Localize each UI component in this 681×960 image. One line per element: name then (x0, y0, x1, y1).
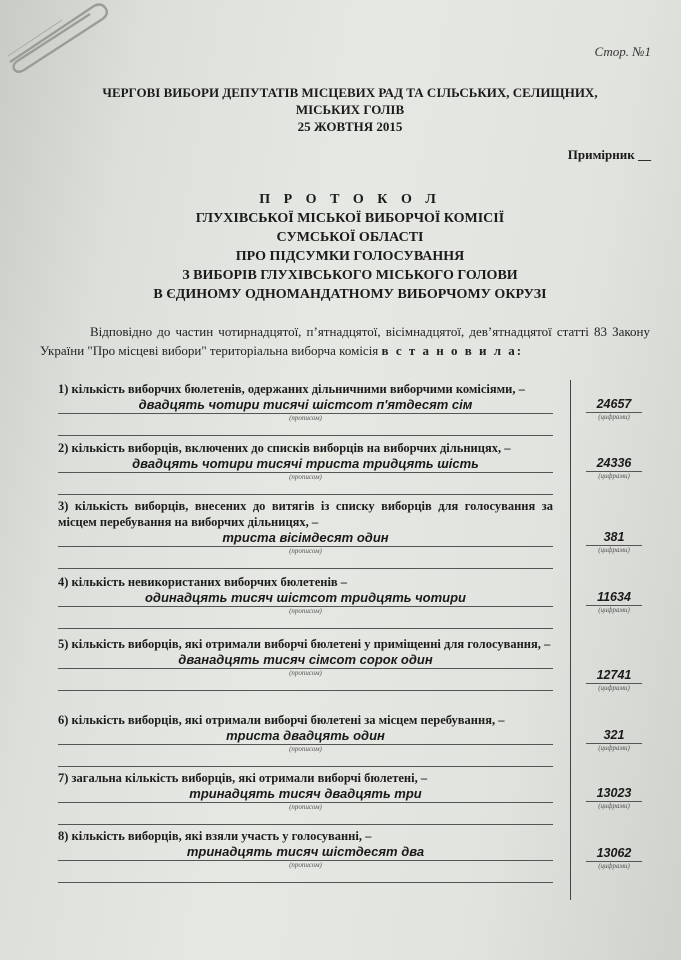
caption-words: (прописом) (289, 414, 322, 422)
caption-digits: (цифрами) (598, 684, 630, 692)
blank-line (58, 678, 553, 691)
caption-words: (прописом) (289, 745, 322, 753)
item-value: 321 (586, 728, 642, 744)
protocol-item (58, 770, 553, 825)
header-line: ЧЕРГОВІ ВИБОРИ ДЕПУТАТІВ МІСЦЕВИХ РАД ТА СІЛЬСЬКИХ, СЕЛИЩНИХ, (102, 85, 598, 100)
title-line: ПРО ПІДСУМКИ ГОЛОСУВАННЯ (235, 249, 465, 264)
protocol-item (58, 636, 553, 691)
item-words: триста двадцять один (58, 728, 553, 745)
item-words: одинадцять тисяч шістсот тридцять чотири (58, 590, 553, 607)
page-number: Стор. №1 (594, 44, 651, 59)
caption-words: (прописом) (289, 607, 322, 615)
blank-line (58, 754, 553, 767)
intro-paragraph (40, 322, 650, 360)
item-label: 4) кількість невикористаних виборчих бюлетенів – (58, 575, 348, 589)
blank-line (58, 556, 553, 569)
item-number (586, 590, 642, 615)
column-divider (570, 380, 571, 900)
caption-digits: (цифрами) (598, 862, 630, 870)
protocol-item (58, 440, 553, 495)
item-value: 13062 (586, 846, 642, 862)
item-label: 3) кількість виборців, внесених до витягів із списку виборців для голосування за місцем перебування на виборчих дільницях, – (58, 499, 553, 529)
caption-words: (прописом) (289, 669, 322, 677)
item-value: 11634 (586, 590, 642, 606)
item-words: двадцять чотири тисячі шістсот п'ятдесят сім (58, 397, 553, 414)
title-line: З ВИБОРІВ ГЛУХІВСЬКОГО МІСЬКОГО ГОЛОВИ (182, 268, 518, 283)
item-label: 1) кількість виборчих бюлетенів, одержаних дільничними виборчими комісіями, – (58, 382, 525, 396)
header-line: МІСЬКИХ ГОЛІВ (295, 102, 405, 117)
protocol-title (110, 190, 590, 304)
protocol-item (58, 498, 553, 569)
title-line: В ЄДИНОМУ ОДНОМАНДАТНОМУ ВИБОРЧОМУ ОКРУЗІ (153, 287, 547, 302)
caption-digits: (цифрами) (598, 413, 630, 421)
item-value: 24657 (586, 397, 642, 413)
blank-line (58, 616, 553, 629)
caption-digits: (цифрами) (598, 802, 630, 810)
item-words: тринадцять тисяч шістдесят два (58, 844, 553, 861)
header-line: 25 ЖОВТНЯ 2015 (297, 119, 403, 134)
item-value: 13023 (586, 786, 642, 802)
item-number (586, 456, 642, 481)
protocol-item (58, 381, 553, 436)
item-number (586, 786, 642, 811)
blank-line (58, 870, 553, 883)
caption-words: (прописом) (289, 803, 322, 811)
item-label: 6) кількість виборців, які отримали виборчі бюлетені за місцем перебування, – (58, 713, 505, 727)
title-line: П Р О Т О К О Л (259, 192, 441, 207)
protocol-item (58, 712, 553, 767)
intro-text: Відповідно до частин чотирнадцятої, п’ятнадцятої, вісімнадцятої, дев’ятнадцятої статті 83 Закону України "Про місцеві вибори" територіальна виборча комісія (40, 324, 650, 358)
caption-digits: (цифрами) (598, 744, 630, 752)
paper-clip-icon (2, 0, 112, 80)
item-value: 24336 (586, 456, 642, 472)
caption-words: (прописом) (289, 473, 322, 481)
title-line: СУМСЬКОЇ ОБЛАСТІ (276, 230, 424, 245)
title-line: ГЛУХІВСЬКОЇ МІСЬКОЇ ВИБОРЧОЇ КОМІСІЇ (195, 211, 505, 226)
item-number (586, 728, 642, 753)
caption-words: (прописом) (289, 861, 322, 869)
item-label: 8) кількість виборців, які взяли участь у голосуванні, – (58, 829, 372, 843)
item-label: 7) загальна кількість виборців, які отримали виборчі бюлетені, – (58, 771, 428, 785)
item-words: триста вісімдесят один (58, 530, 553, 547)
copy-label: Примірник __ (567, 147, 651, 162)
item-label: 2) кількість виборців, включених до списків виборців на виборчих дільницях, – (58, 441, 511, 455)
blank-line (58, 812, 553, 825)
item-number (586, 846, 642, 871)
caption-digits: (цифрами) (598, 546, 630, 554)
election-header (60, 84, 640, 135)
item-value: 12741 (586, 668, 642, 684)
item-words: тринадцять тисяч двадцять три (58, 786, 553, 803)
caption-digits: (цифрами) (598, 606, 630, 614)
item-label: 5) кількість виборців, які отримали виборчі бюлетені у приміщенні для голосування, – (58, 637, 551, 651)
blank-line (58, 423, 553, 436)
item-number (586, 668, 642, 693)
item-words: двадцять чотири тисячі триста тридцять шість (58, 456, 553, 473)
item-value: 381 (586, 530, 642, 546)
item-number (586, 530, 642, 555)
blank-line (58, 482, 553, 495)
caption-digits: (цифрами) (598, 472, 630, 480)
caption-words: (прописом) (289, 547, 322, 555)
protocol-item (58, 574, 553, 629)
item-words: дванадцять тисяч сімсот сорок один (58, 652, 553, 669)
item-number (586, 397, 642, 422)
protocol-item (58, 828, 553, 883)
intro-emphasis: в с т а н о в и л а: (381, 343, 524, 358)
